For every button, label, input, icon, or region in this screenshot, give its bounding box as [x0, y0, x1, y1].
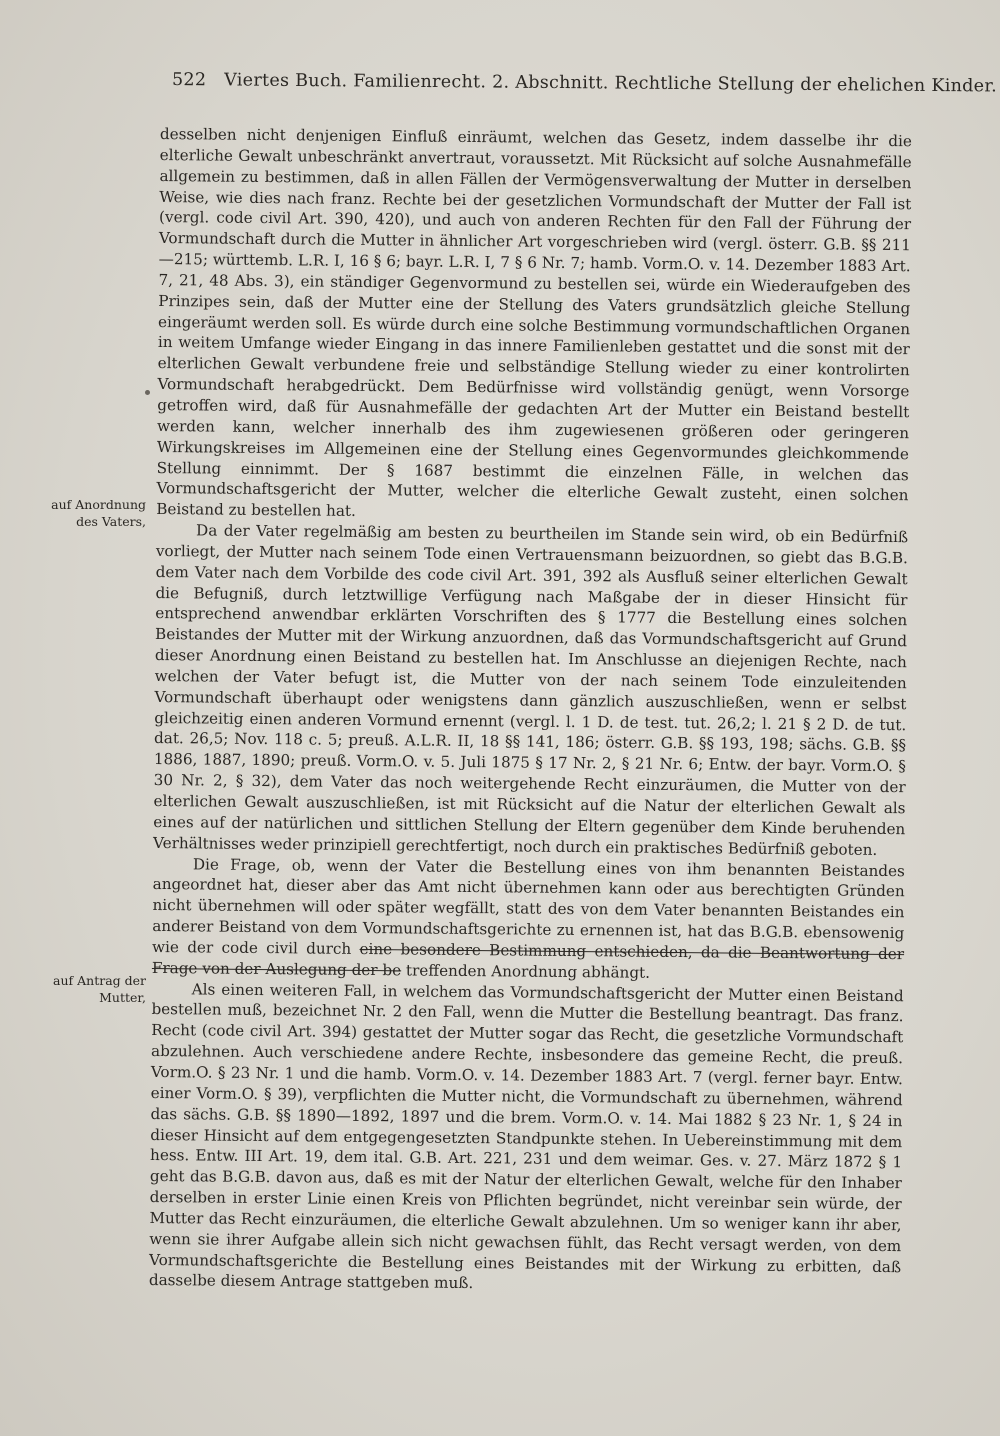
paragraph-3-end: treffenden Anordnung abhängt. [405, 961, 651, 982]
margin-note-mother: auf Antrag der Mutter, [53, 973, 146, 1005]
paragraph-4: Als einen weiteren Fall, in welchem das Vormundschaftsgericht der Mutter einen Beistand bestellen muß, bezeichnet Nr. 2 den Fall, wenn die Mutter die Bestellung beantragt. Das franz. Recht (code civil Art. 394) gestattet der Mutter sogar das Recht, die gesetzliche Vormundschaft abzulehnen. Auch verschiedene andere Rechte, insbesondere das gemeine Recht, die preuß. Vorm.O. § 23 Nr. 1 und die hamb. Vorm.O. v. 14. Dezember 1883 Art. 7 (vergl. ferner bayr. Entw. einer Vorm.O. § 39), verpflichten die Mutter nicht, die Vormundschaft zu übernehmen, während das sächs. G.B. §§ 1890—1892, 1897 und die brem. Vorm.O. v. 14. Mai 1882 § 23 Nr. 1, § 24 in dieser Hinsicht auf dem entgegengesetzten Standpunkte stehen. In Uebereinstimmung mit dem hess. Entw. III Art. 19, dem ital. G.B. Art. 221, 231 und dem weimar. Ges. v. 27. März 1872 § 1 geht das B.G.B. davon aus, daß es mit der Natur der elterlichen Gewalt, welche für den Inhaber derselben in erster Linie einen Kreis von Pflichten begründet, nicht vereinbar sein würde, der Mutter das Recht einzuräumen, die elterliche Gewalt abzulehnen. Um so weniger kann ihr aber, wenn sie ihrer Aufgabe allein sich nicht gewachsen fühlt, das Recht versagt werden, von dem Vormundschaftsgerichte die Bestellung eines Beistandes mit der Wirkung zu erbitten, daß dasselbe diesem Antrage stattgeben muß. [148, 979, 904, 1293]
paragraph-3 [152, 853, 905, 985]
running-header [171, 70, 998, 97]
paragraph-2: Da der Vater regelmäßig am besten zu beurtheilen im Stande sein wird, ob ein Bedürfniß vorliegt, der Mutter nach seinem Tode einen Vertrauensmann beizuordnen, so giebt das B.G.B. dem Vater nach dem Vorbilde des code civil Art. 391, 392 als Ausfluß seiner elterlichen Gewalt die Befugniß, durch letztwillige Verfügung nach Maßgabe der in dieser Hinsicht für entsprechend anwendbar erklärten Vorschriften des § 1777 die Bestellung eines solchen Beistandes der Mutter mit der Wirkung anzuordnen, daß das Vormundschaftsgericht auf Grund dieser Anordnung einen Beistand zu bestellen hat. Im Anschlusse an diejenigen Rechte, nach welchen der Vater befugt ist, die Mutter von der nach seinem Tode einzuleitenden Vormundschaft überhaupt oder wenigstens dann gänzlich auszuschließen, wenn er selbst gleichzeitig einen anderen Vormund ernennt (vergl. l. 1 D. de test. tut. 26,2; l. 21 § 2 D. de tut. dat. 26,5; Nov. 118 c. 5; preuß. A.L.R. II, 18 §§ 141, 186; österr. G.B. §§ 193, 198; sächs. G.B. §§ 1886, 1887, 1890; preuß. Vorm.O. v. 5. Juli 1875 § 17 Nr. 2, § 21 Nr. 6; Entw. der bayr. Vorm.O. § 30 Nr. 2, § 32), dem Vater das noch weitergehende Recht einzuräumen, die Mutter von der elterlichen Gewalt auszuschließen, ist mit Rücksicht auf die Natur der elterlichen Gewalt als eines auf der natürlichen und sittlichen Stellung der Eltern gegenüber dem Kinde beruhenden Verhältnisses weder prinzipiell gerechtfertigt, noch durch ein praktisches Bedürfniß geboten. [153, 521, 909, 859]
page-number: 522 [171, 70, 207, 91]
struck-through-text: eine besondere Bestimmung entschieden, da die Beantwortung der Frage von der Auslegung der be [151, 939, 905, 980]
margin-note-father: auf Anordnung des Vaters, [51, 497, 146, 529]
ink-speck [145, 390, 150, 395]
paragraph-1: desselben nicht denjenigen Einfluß einräumt, welchen das Gesetz, indem dasselbe ihr die elterliche Gewalt unbeschränkt anvertraut, voraussetzt. Mit Rücksicht auf solche Ausnahmefälle allgemein zu bestimmen, daß in allen Fällen der Vermögensverwaltung der Mutter in derselben Weise, wie dies nach franz. Rechte bei der gesetzlichen Vormundschaft der Mutter der Fall ist (vergl. code civil Art. 390, 420), und auch von anderen Rechten für den Fall der Führung der Vormundschaft durch die Mutter in ähnlicher Art vorgeschrieben wird (vergl. österr. G.B. §§ 211—215; württemb. L.R. I, 16 § 6; bayr. L.R. I, 7 § 6 Nr. 7; hamb. Vorm.O. v. 14. Dezember 1883 Art. 7, 21, 48 Abs. 3), ein ständiger Gegenvormund zu bestellen sei, würde ein Wiederaufgeben des Prinzipes sein, daß der Mutter eine der Stellung des Vaters grundsätzlich gleiche Stellung eingeräumt werden soll. Es würde durch eine solche Bestimmung vormundschaftlichen Organen in weitem Umfange wieder Eingang in das innere Familienleben gestattet und die sonst mit der elterlichen Gewalt verbundene freie und selbständige Stellung wieder zu einer kontrolirten Vormundschaft herabgedrückt. Dem Bedürfnisse wird vollständig genügt, wenn Vorsorge getroffen wird, daß für Ausnahmefälle der gedachten Art der Mutter ein Beistand bestellt werden kann, welcher innerhalb des ihm zugewiesenen größeren oder geringeren Wirkungskreises im Allgemeinen eine der Stellung eines Gegenvormundes gleichkommende Stellung einnimmt. Der § 1687 bestimmt die einzelnen Fälle, in welchen das Vormundschaftsgericht der Mutter, welcher die elterliche Gewalt zusteht, einen solchen Beistand zu bestellen hat. [156, 124, 912, 521]
paragraph-3-text: Die Frage, ob, wenn der Vater die Bestellung eines von ihm benannten Beistandes angeordnet hat, dieser aber das Amt nicht übernehmen kann oder aus berechtigten Gründen nicht übernehmen will oder später wegfällt, statt des von dem Vater benannten Beistandes ein anderer Beistand von dem Vormundschaftsgerichte zu ernennen ist, hat das B.G.B. ebensowenig wie der code civil durch [152, 854, 905, 958]
running-title: Viertes Buch. Familienrecht. 2. Abschnitt. Rechtliche Stellung der ehelichen Kinder. [224, 70, 998, 97]
body-text [149, 124, 912, 1298]
